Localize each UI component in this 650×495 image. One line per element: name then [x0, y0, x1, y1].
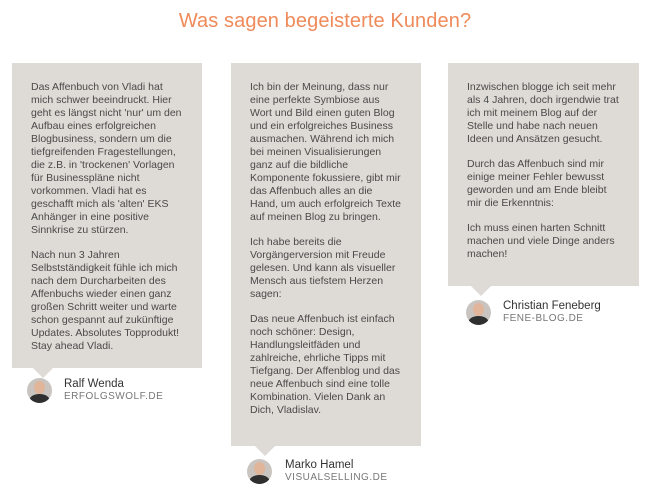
testimonial-card [12, 63, 202, 368]
author-site: FENE-BLOG.DE [503, 313, 584, 324]
testimonial-card [231, 63, 421, 446]
testimonial-paragraph: Nach nun 3 Jahren Selbstständigkeit fühle ich mich nach dem Durcharbeiten des Affenbuchs wieder einen ganz großen Schritt weiter und warte schon gespannt auf zukünftige Updates. Absolutes Topprodukt! Stay ahead Vladi. [31, 249, 180, 352]
author-name: Ralf Wenda [64, 378, 124, 390]
testimonial-card [448, 63, 639, 286]
testimonial-paragraph: Durch das Affenbuch sind mir einige meiner Fehler bewusst geworden und am Ende bleibt mir die Erkenntnis: [467, 158, 607, 209]
testimonial-paragraph: Das neue Affenbuch ist einfach noch schöner: Design, Handlungsleitfäden und zahlreiche, ehrliche Tipps mit Tiefgang. Der Affenblog und das neue Affenbuch sind eine tolle Kombination. Vielen Dank an Dich, Vladislav. [250, 313, 401, 416]
testimonial-paragraph: Ich habe bereits die Vorgängerversion mit Freude gelesen. Und kann als visueller Mensch aus tiefstem Herzen sagen: [250, 236, 396, 300]
testimonial-paragraph: Ich bin der Meinung, dass nur eine perfekte Symbiose aus Wort und Bild einen guten Blog und ein erfolgreiches Business ausmachen. Während ich mich bei meinen Visualisierungen ganz auf die bildliche Komponente fokussiere, gibt mir das Affenbuch alles an die Hand, um auch erfolgreich Texte auf meinen Blog zu bringen. [250, 81, 401, 223]
testimonial-author [247, 458, 387, 484]
avatar [27, 378, 52, 403]
testimonial-paragraph: Inzwischen blogge ich seit mehr als 4 Jahren, doch irgendwie trat ich mit meinem Blog auf der Stelle und habe nach neuen Ideen und Ansätzen gesucht. [467, 81, 619, 145]
testimonial-paragraph: Ich muss einen harten Schnitt machen und viele Dinge anders machen! [467, 222, 615, 260]
section-title: Was sagen begeisterte Kunden? [178, 10, 472, 32]
author-site: ERFOLGSWOLF.DE [64, 391, 164, 402]
avatar [247, 459, 272, 484]
author-name: Marko Hamel [285, 459, 354, 471]
testimonial-author [27, 377, 163, 403]
author-name: Christian Feneberg [503, 300, 601, 312]
author-site: VISUALSELLING.DE [285, 472, 388, 483]
testimonial-author [466, 299, 601, 325]
testimonial-paragraph: Das Affenbuch von Vladi hat mich schwer beeindruckt. Hier geht es längst nicht 'nur' um den Aufbau eines erfolgreichen Blogbusiness, sondern um die tiefgreifenden Fragestellungen, die z.B. in 'trockenen' Vorlagen für Businesspläne nicht vorkommen. Vladi hat es geschafft mich als 'alten' EKS Anhänger in eine positive Sinnkrise zu stürzen. [31, 81, 182, 236]
avatar [466, 300, 491, 325]
